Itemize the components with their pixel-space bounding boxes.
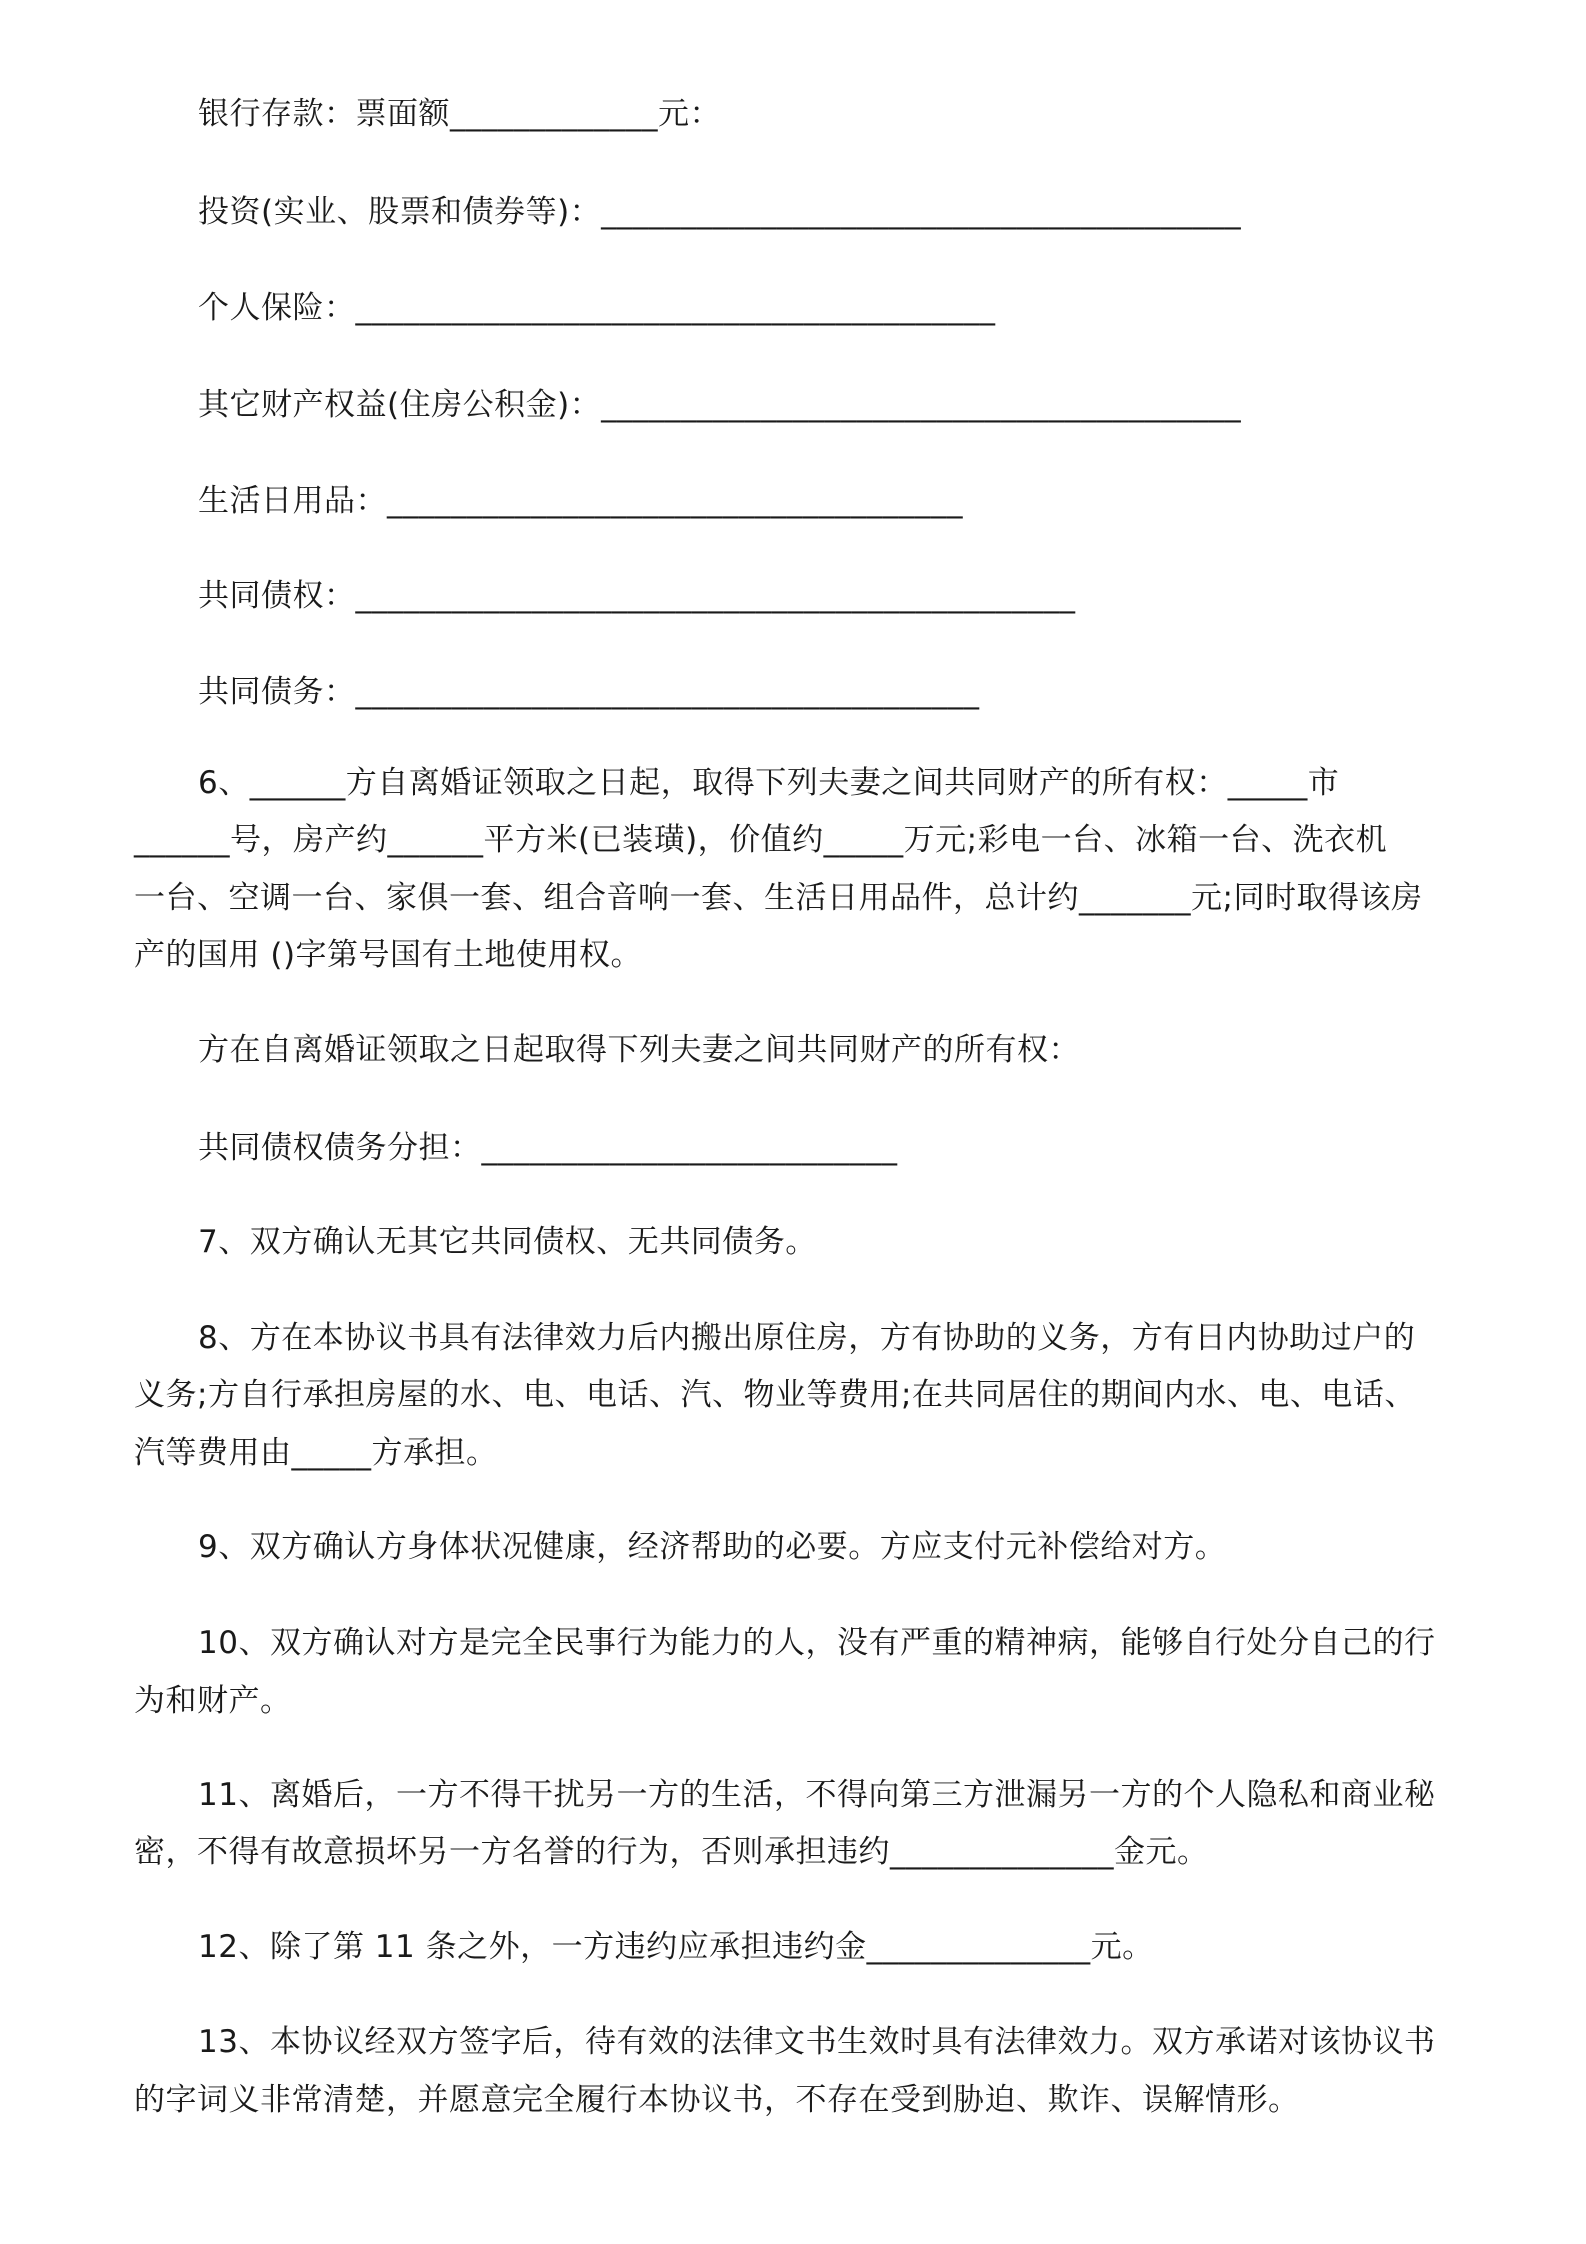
- clause-9: 9、双方确认方身体状况健康，经济帮助的必要。方应支付元补偿给对方。: [198, 1529, 1227, 1565]
- other-property-line: 其它财产权益(住房公积金)：________________________________________: [198, 387, 1242, 423]
- clause-6-line-2: ______号，房产约______平方米(已装璜)，价值约_____万元;彩电一台、冰箱一台、洗衣机: [134, 822, 1388, 858]
- clause-7: 7、双方确认无其它共同债权、无共同债务。: [198, 1224, 817, 1260]
- clause-10-line-1: 10、双方确认对方是完全民事行为能力的人，没有严重的精神病，能够自行处分自己的行: [198, 1625, 1436, 1661]
- joint-claims-line: 共同债权：_____________________________________________: [198, 578, 1076, 614]
- personal-insurance-line: 个人保险：________________________________________: [198, 290, 996, 326]
- clause-8-line-1: 8、方在本协议书具有法律效力后内搬出原住房，方有协助的义务，方有日内协助过户的: [198, 1320, 1416, 1356]
- investment-line: 投资(实业、股票和债券等)：________________________________________: [198, 194, 1242, 230]
- clause-6-line-4: 产的国用 ()字第号国有土地使用权。: [134, 937, 643, 973]
- daily-goods-line: 生活日用品：____________________________________: [198, 483, 963, 519]
- clause-8-line-3: 汽等费用由_____方承担。: [134, 1435, 498, 1471]
- clause-10-line-2: 为和财产。: [134, 1683, 292, 1719]
- clause-13-line-2: 的字词义非常清楚，并愿意完全履行本协议书，不存在受到胁迫、欺诈、误解情形。: [134, 2082, 1300, 2118]
- clause-11-line-2: 密，不得有故意损坏另一方名誉的行为，否则承担违约______________金元。: [134, 1834, 1209, 1870]
- clause-13-line-1: 13、本协议经双方签字后，待有效的法律文书生效时具有法律效力。双方承诺对该协议书: [198, 2024, 1436, 2060]
- clause-8-line-2: 义务;方自行承担房屋的水、电、电话、汽、物业等费用;在共同居住的期间内水、电、电话、: [134, 1377, 1416, 1413]
- clause-6-line-1: 6、______方自离婚证领取之日起，取得下列夫妻之间共同财产的所有权：_____市: [198, 765, 1340, 801]
- clause-6-line-3: 一台、空调一台、家俱一套、组合音响一套、生活日用品件，总计约_______元;同时取得该房: [134, 880, 1423, 916]
- debt-sharing-line: 共同债权债务分担：__________________________: [198, 1130, 898, 1166]
- clause-11-line-1: 11、离婚后，一方不得干扰另一方的生活，不得向第三方泄漏另一方的个人隐私和商业秘: [198, 1777, 1436, 1813]
- joint-debts-line: 共同债务：_______________________________________: [198, 674, 980, 710]
- clause-12: 12、除了第 11 条之外，一方违约应承担违约金______________元。: [198, 1929, 1154, 1965]
- bank-deposit-line: 银行存款：票面额_____________元：: [198, 96, 721, 132]
- property-ownership-line: 方在自离婚证领取之日起取得下列夫妻之间共同财产的所有权：: [198, 1032, 1080, 1068]
